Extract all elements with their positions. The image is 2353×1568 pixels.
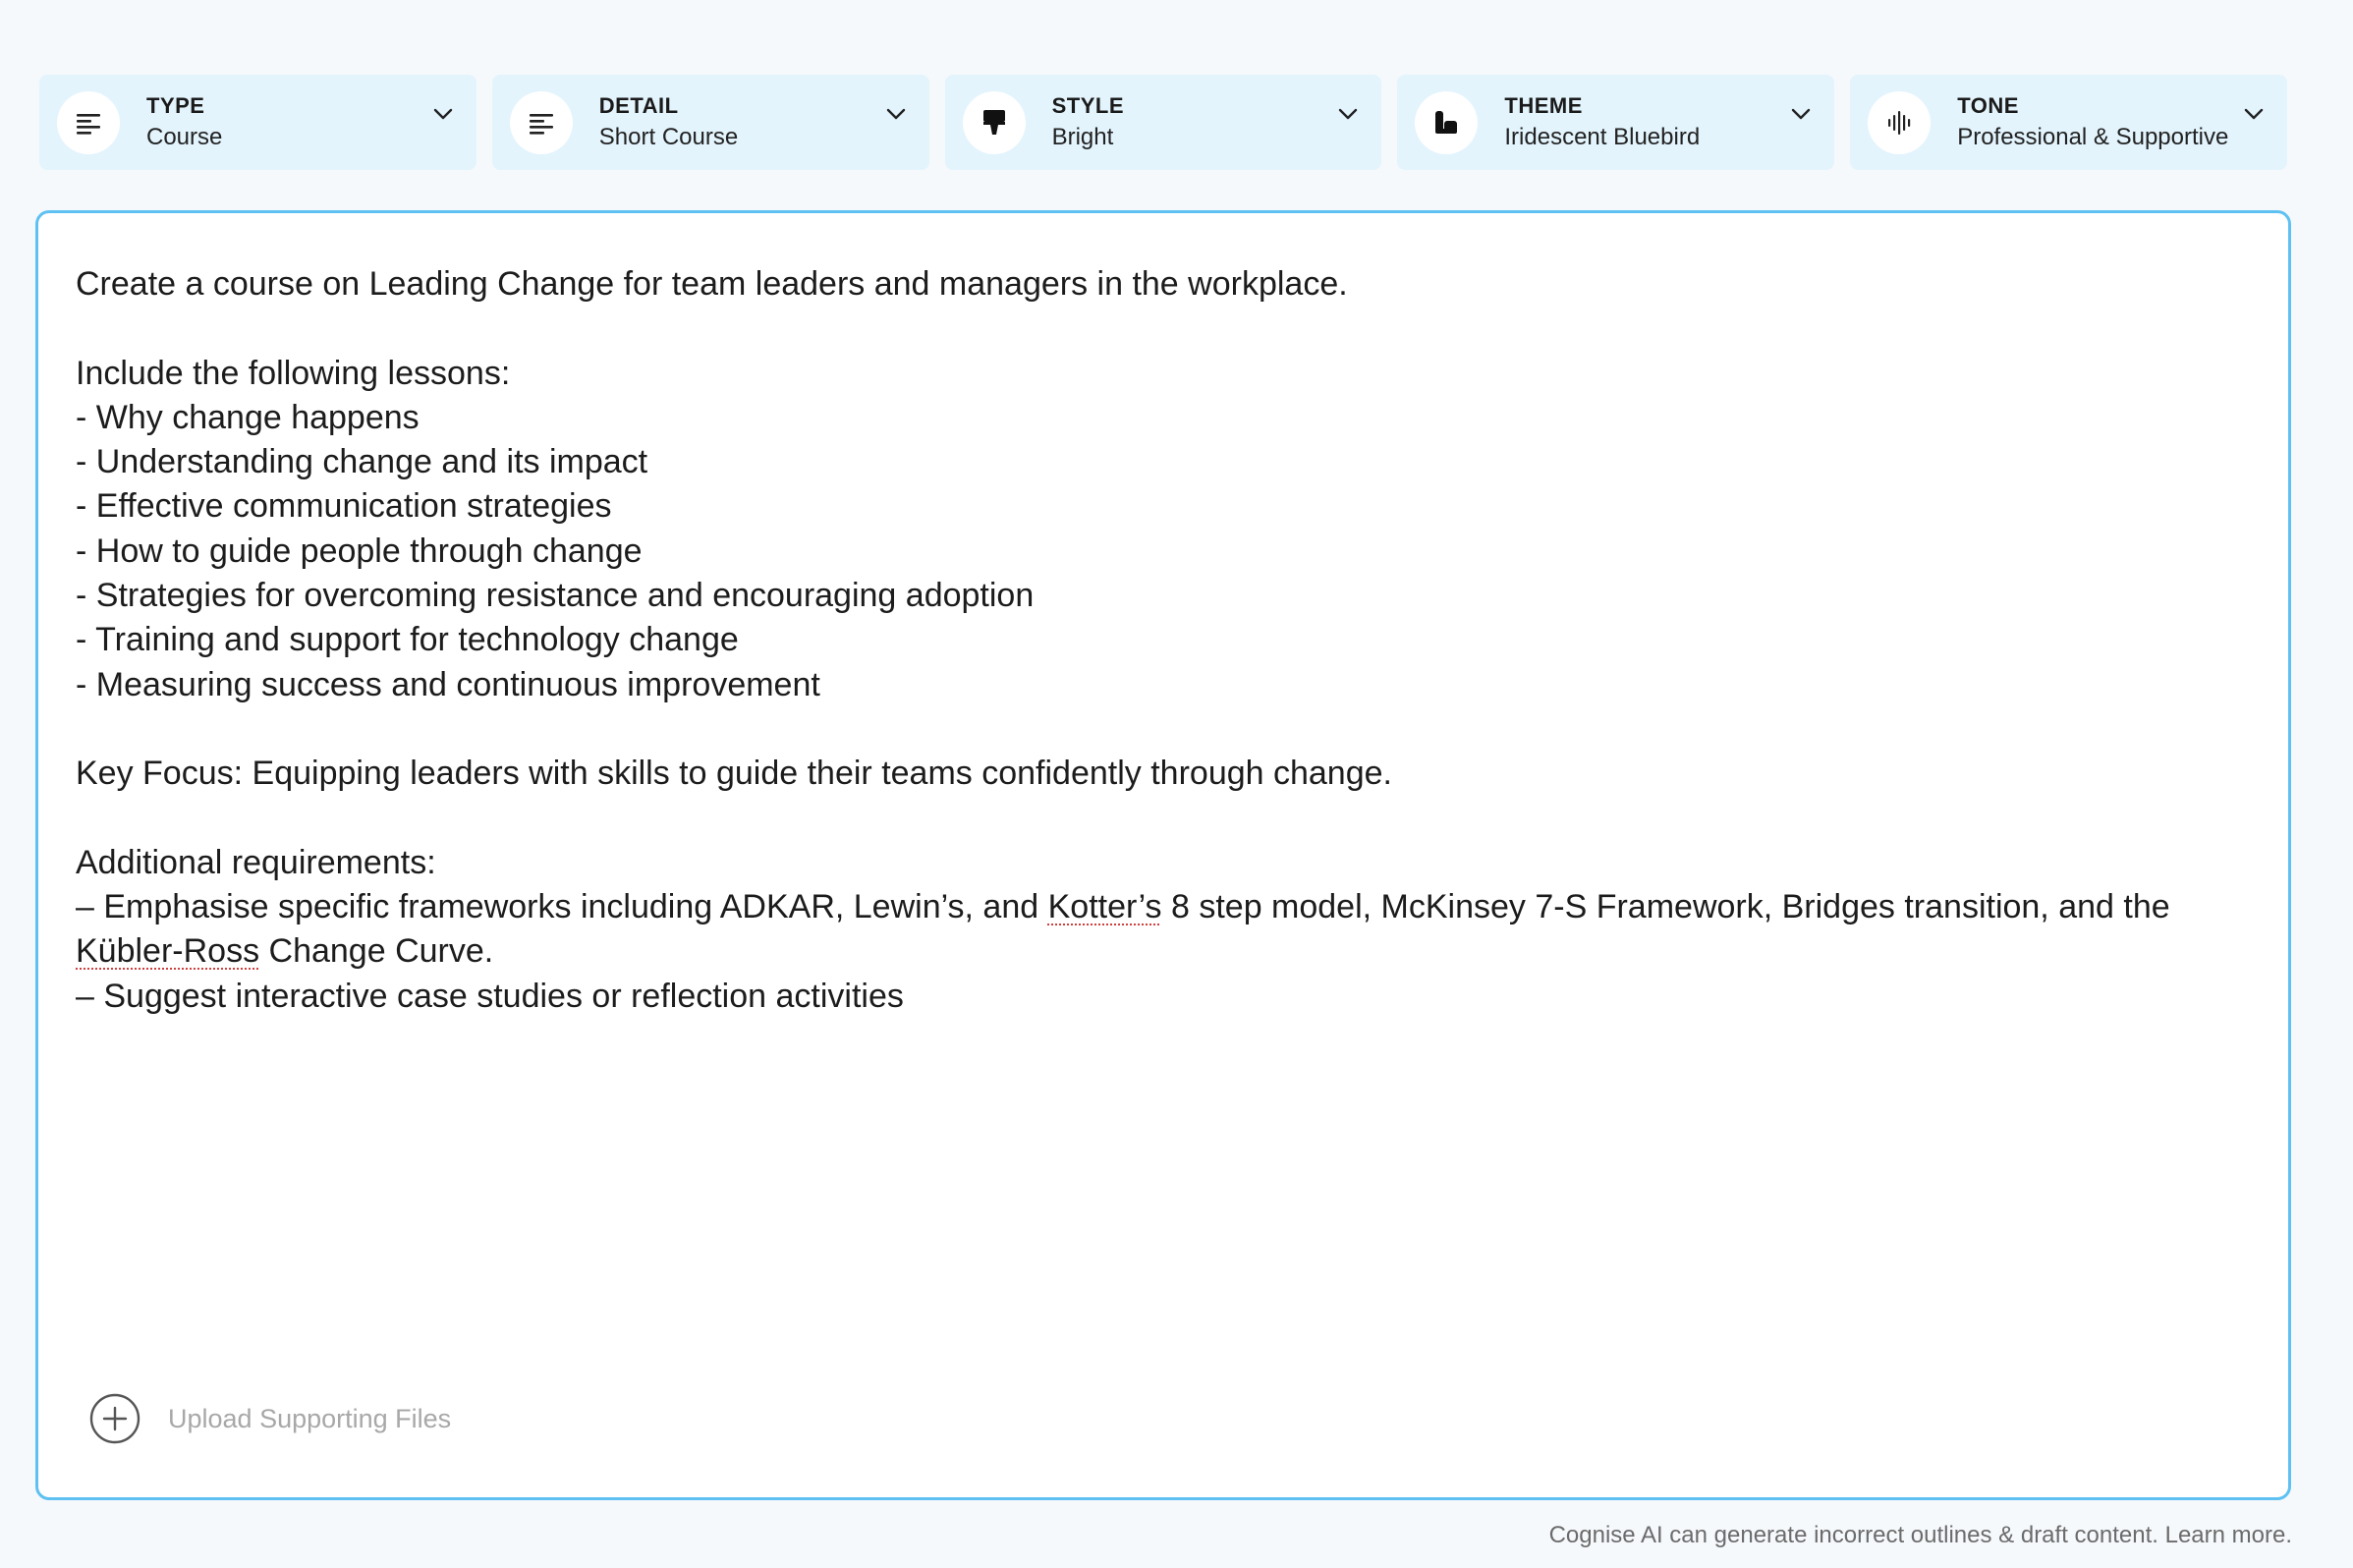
prompt-editor[interactable]: [35, 210, 2291, 1500]
settings-toolbar: [39, 75, 2287, 170]
disclaimer: Cognise AI can generate incorrect outlines & draft content. Learn more.: [1548, 1522, 2292, 1548]
plus-circle-icon: [89, 1393, 140, 1444]
detail-value: Short Course: [598, 123, 739, 150]
type-value: Course: [146, 123, 223, 150]
lesson-item: - How to guide people through change: [76, 532, 643, 570]
lessons-heading: Include the following lessons:: [76, 354, 511, 392]
chevron-down-icon: [886, 108, 906, 120]
lesson-item: - Why change happens: [76, 398, 420, 436]
misspelled-word[interactable]: Kotter’s: [1047, 888, 1162, 926]
detail-selector[interactable]: [492, 75, 929, 170]
tone-selector[interactable]: [1850, 75, 2287, 170]
requirements-heading: Additional requirements:: [76, 843, 436, 881]
theme-selector[interactable]: [1397, 75, 1834, 170]
lesson-item: - Strategies for overcoming resistance and encouraging adoption: [76, 577, 1035, 615]
misspelled-word[interactable]: Kübler-Ross: [76, 932, 260, 971]
upload-files-button[interactable]: [89, 1393, 451, 1444]
sound-wave-icon: [1868, 91, 1931, 154]
type-selector[interactable]: [39, 75, 476, 170]
style-selector[interactable]: [945, 75, 1382, 170]
lines-icon: [510, 91, 573, 154]
style-value: Bright: [1051, 123, 1114, 150]
lesson-item: - Training and support for technology change: [76, 621, 739, 659]
type-label: TYPE: [146, 92, 205, 118]
upload-label: Upload Supporting Files: [168, 1403, 452, 1433]
detail-label: DETAIL: [598, 92, 679, 118]
lesson-item: - Understanding change and its impact: [76, 443, 648, 481]
theme-shapes-icon: [1415, 91, 1478, 154]
chevron-down-icon: [433, 108, 453, 120]
requirement-2: – Suggest interactive case studies or reflection activities: [76, 977, 904, 1015]
chevron-down-icon: [1338, 108, 1358, 120]
tone-value: Professional & Supportive: [1957, 123, 2229, 150]
chevron-down-icon: [1791, 108, 1811, 120]
tone-label: TONE: [1957, 92, 2019, 118]
key-focus: Key Focus: Equipping leaders with skills to guide their teams confidently through change.: [76, 755, 1392, 793]
paint-brush-icon: [963, 91, 1026, 154]
lesson-item: - Effective communication strategies: [76, 487, 612, 526]
chevron-down-icon: [2244, 108, 2264, 120]
style-label: STYLE: [1051, 92, 1124, 118]
theme-label: THEME: [1504, 92, 1583, 118]
lines-icon: [57, 91, 120, 154]
requirement-1-part-2: 8 step model, McKinsey 7-S Framework, Bridges transition, and the: [1161, 888, 2170, 926]
lesson-item: - Measuring success and continuous improvement: [76, 665, 820, 703]
prompt-text[interactable]: [76, 262, 2257, 1019]
prompt-intro: Create a course on Leading Change for team leaders and managers in the workplace.: [76, 265, 1348, 303]
requirement-1-part-3: Change Curve.: [259, 932, 494, 971]
theme-value: Iridescent Bluebird: [1504, 123, 1701, 150]
requirement-1-part-1: – Emphasise specific frameworks including ADKAR, Lewin’s, and: [76, 888, 1048, 926]
